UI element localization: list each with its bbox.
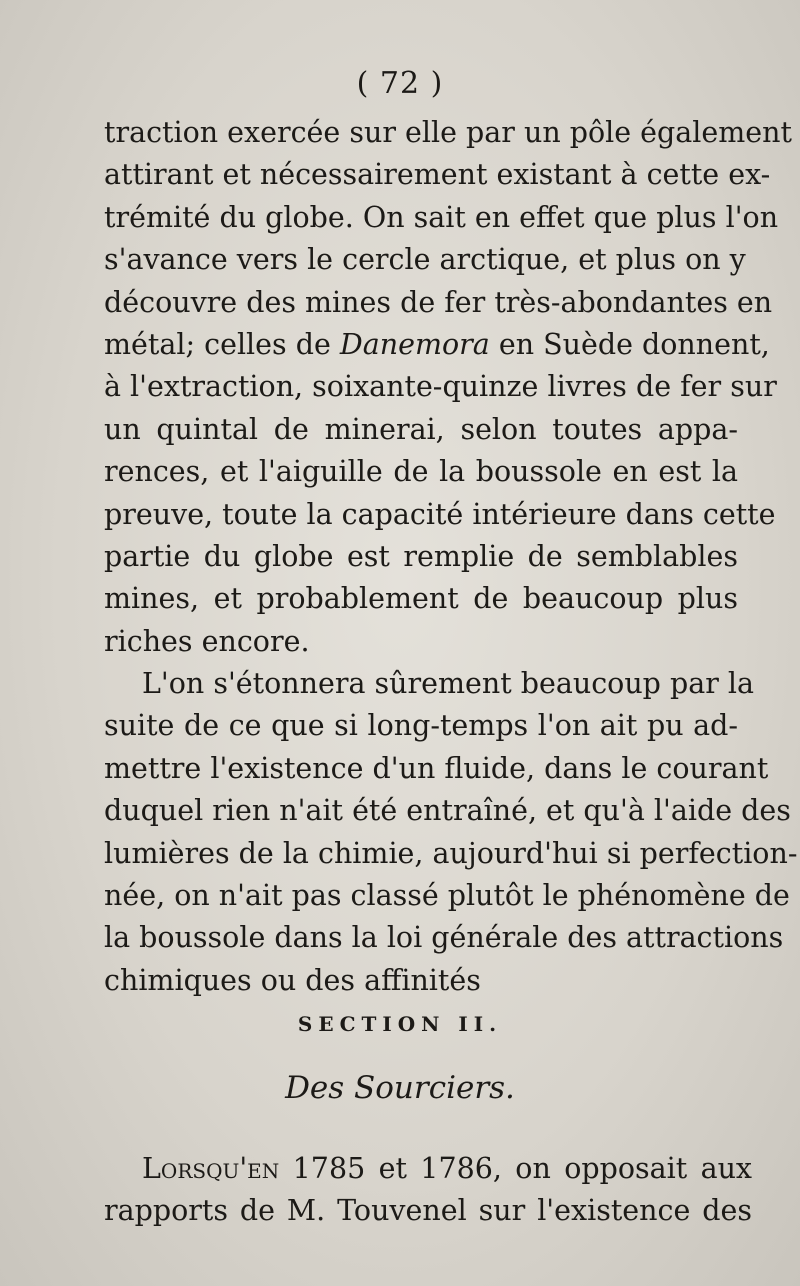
text-line: duquel rien n'ait été entraîné, et qu'à l'aide des: [104, 794, 791, 828]
text-line-danemora: [104, 324, 770, 366]
text-fragment: en Suède donnent,: [489, 327, 770, 361]
text-line: chimiques ou des affinités: [104, 963, 481, 997]
text-line: la boussole dans la loi générale des attractions: [104, 921, 784, 955]
page-number: ( 72 ): [356, 66, 444, 101]
section-text: [104, 1148, 752, 1233]
text-line: née, on n'ait pas classé plutôt le phénomène de: [104, 879, 790, 913]
text-line: un quintal de minerai, selon toutes appa-: [104, 412, 738, 446]
text-line: suite de ce que si long-temps l'on ait pu ad-: [104, 709, 738, 743]
text-line: rences, et l'aiguille de la boussole en est la: [104, 455, 738, 489]
text-line: rapports de M. Touvenel sur l'existence des: [104, 1194, 752, 1228]
text-line: lumières de la chimie, aujourd'hui si perfection-: [104, 836, 798, 870]
section-title: Des Sourciers.: [285, 1070, 515, 1106]
text-line: riches encore.: [104, 624, 310, 658]
text-line: attirant et nécessairement existant à cette ex-: [104, 158, 771, 192]
section-heading: SECTION II.: [297, 1012, 503, 1036]
text-fragment: métal; celles de: [104, 327, 340, 361]
text-line: preuve, toute la capacité intérieure dans cette: [104, 497, 776, 531]
text-line: mettre l'existence d'un fluide, dans le courant: [104, 751, 769, 785]
text-line: découvre des mines de fer très-abondantes en: [104, 285, 773, 319]
text-line: à l'extraction, soixante-quinze livres de fer sur: [104, 370, 777, 404]
main-text: [104, 112, 798, 1002]
lead-word: Lorsqu'en: [142, 1152, 280, 1185]
text-line: traction exercée sur elle par un pôle également: [104, 116, 792, 149]
text-fragment: 1785 et 1786, on opposait aux: [279, 1152, 752, 1185]
text-line: s'avance vers le cercle arctique, et plus on y: [104, 243, 746, 277]
place-name-italic: Danemora: [339, 327, 490, 361]
text-line: partie du globe est remplie de semblables: [104, 539, 738, 573]
text-line: trémité du globe. On sait en effet que plus l'on: [104, 200, 779, 234]
text-line: mines, et probablement de beaucoup plus: [104, 582, 738, 616]
text-line-first: [104, 1148, 752, 1190]
text-line: L'on s'étonnera sûrement beaucoup par la: [142, 667, 755, 701]
